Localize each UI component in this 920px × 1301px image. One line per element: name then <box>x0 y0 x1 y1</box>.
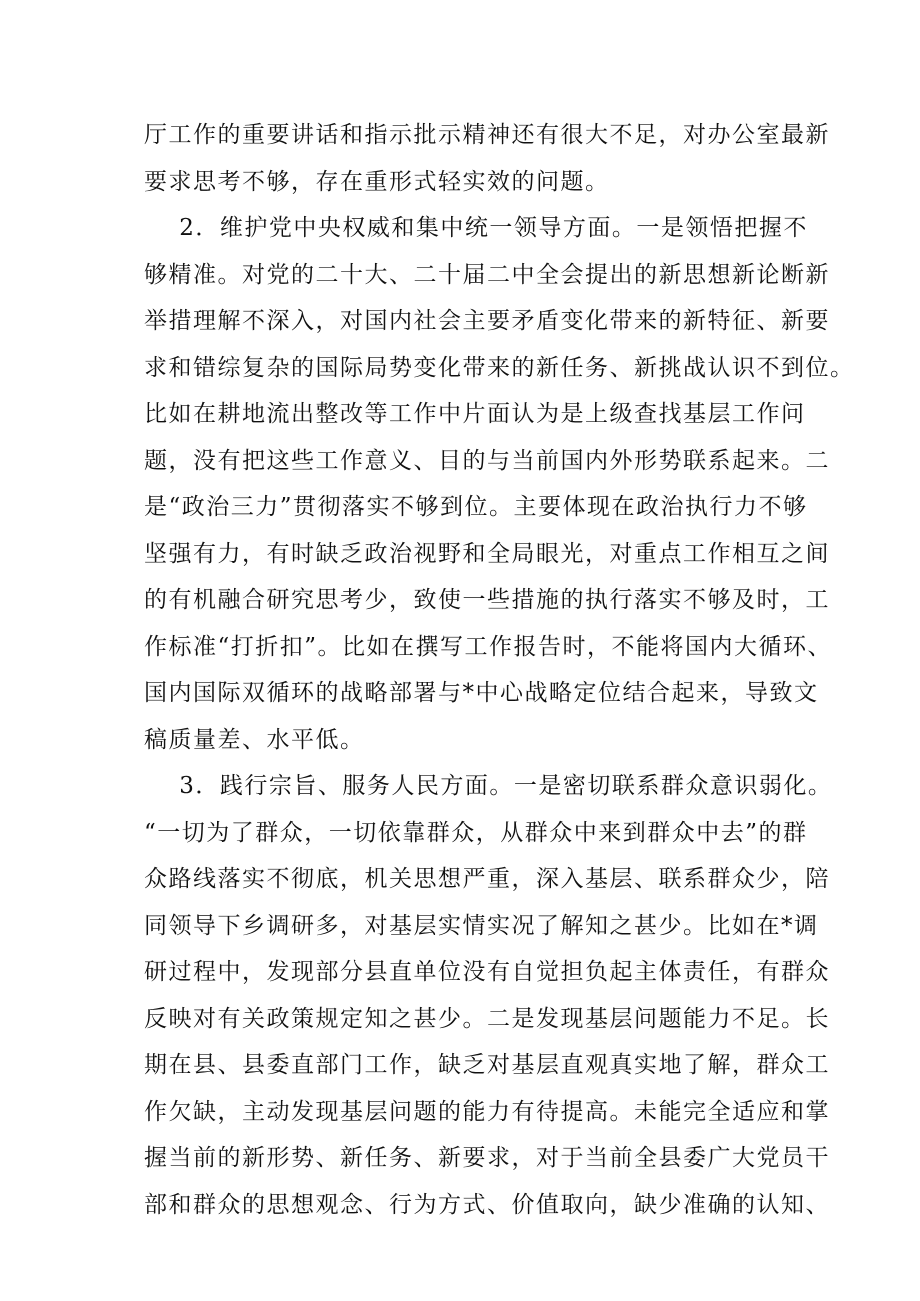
text-line: 期在县、县委直部门工作，缺乏对基层直观真实地了解，群众工 <box>144 1052 830 1078</box>
text-line: 举措理解不深入，对国内社会主要矛盾变化带来的新特征、新要 <box>144 308 830 334</box>
text-line: 2．维护党中央权威和集中统一领导方面。一是领悟把握不 <box>144 215 808 241</box>
text-line: 握当前的新形势、新任务、新要求，对于当前全县委广大党员干 <box>144 1145 830 1171</box>
text-line: 厅工作的重要讲话和指示批示精神还有很大不足，对办公室最新 <box>144 122 830 148</box>
text-line: 题，没有把这些工作意义、目的与当前国内外形势联系起来。二 <box>144 447 830 474</box>
text-line: 稿质量差、水平低。 <box>144 726 365 753</box>
text-line: 研过程中，发现部分县直单位没有自觉担负起主体责任，有群众 <box>144 959 830 985</box>
text-line: 3．践行宗旨、服务人民方面。一是密切联系群众意识弱化。 <box>144 773 833 799</box>
text-line: 坚强有力，有时缺乏政治视野和全局眼光，对重点工作相互之间 <box>144 540 830 567</box>
text-line: 够精准。对党的二十大、二十届二中全会提出的新思想新论断新 <box>144 261 830 288</box>
text-line: 要求思考不够，存在重形式轻实效的问题。 <box>144 168 610 195</box>
text-line: 作欠缺，主动发现基层问题的能力有待提高。未能完全适应和掌 <box>144 1098 830 1125</box>
text-line: “一切为了群众，一切依靠群众，从群众中来到群众中去”的群 <box>144 819 808 846</box>
text-line: 的有机融合研究思考少，致使一些措施的执行落实不够及时，工 <box>144 587 830 613</box>
text-line: 比如在耕地流出整改等工作中片面认为是上级查找基层工作问 <box>144 401 806 427</box>
text-line: 作标准“打折扣”。比如在撰写工作报告时，不能将国内大循环、 <box>144 633 833 660</box>
text-line: 部和群众的思想观念、行为方式、价值取向，缺少准确的认知、 <box>144 1191 830 1218</box>
text-line: 同领导下乡调研多，对基层实情实况了解知之甚少。比如在*调 <box>144 912 819 939</box>
text-line: 国内国际双循环的战略部署与*中心战略定位结合起来，导致文 <box>144 680 819 706</box>
document-body <box>144 112 855 1228</box>
text-line: 众路线落实不彻底，机关思想严重，深入基层、联系群众少，陪 <box>144 866 830 892</box>
text-line: 反映对有关政策规定知之甚少。二是发现基层问题能力不足。长 <box>144 1005 830 1032</box>
text-line: 求和错综复杂的国际局势变化带来的新任务、新挑战认识不到位。 <box>144 354 855 381</box>
text-line: 是“政治三力”贯彻落实不够到位。主要体现在政治执行力不够 <box>144 494 808 520</box>
